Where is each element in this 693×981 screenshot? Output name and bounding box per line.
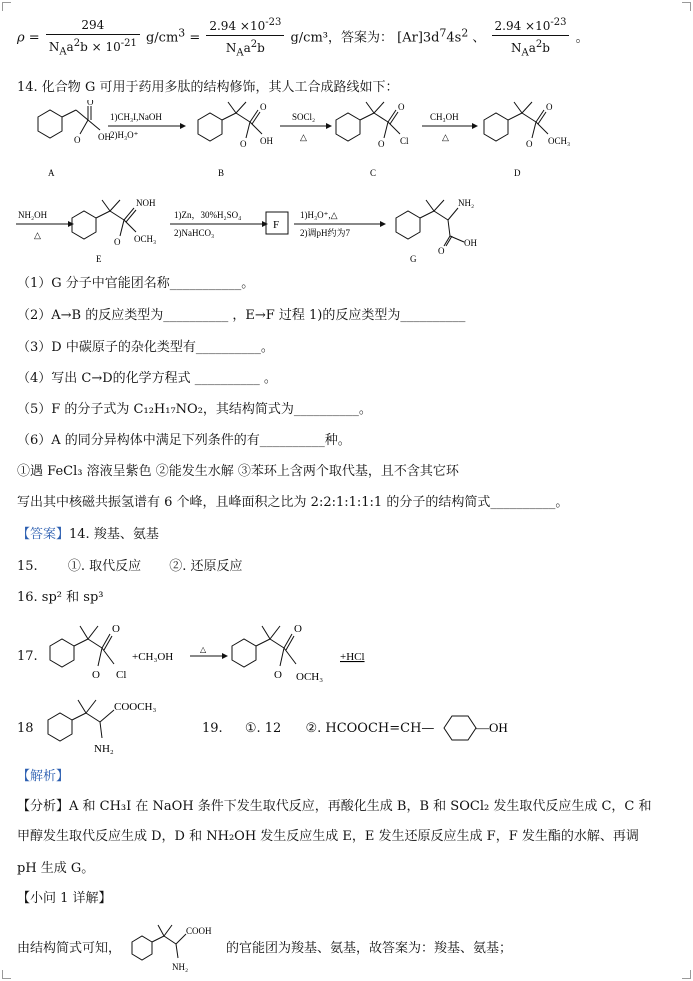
answer-label: g/cm³，答案为： (290, 30, 393, 46)
answer-19 (202, 720, 434, 738)
g-o: O (438, 246, 445, 256)
eq17-och3: OCH₃ (296, 671, 324, 683)
answer-15-part2: ②. 还原反应 (169, 559, 243, 574)
corner-mark-bottom-right (682, 970, 691, 979)
na2-n: N (225, 41, 237, 55)
d-o: O (546, 102, 553, 112)
rho-symbol: ρ = (17, 30, 40, 46)
cond-bc-1: SOCl₂ (292, 112, 316, 122)
sub-question-5: （5）F 的分子式为 C₁₂H₁₇NO₂，其结构简式为__________。 (17, 402, 372, 417)
analysis-tag: 【解析】 (17, 769, 70, 784)
sub-question-6: （6）A 的同分异构体中满足下列条件的有__________种。 (17, 433, 351, 448)
sub-question-1: （1）G 分子中官能团名称___________。 (17, 276, 255, 291)
b-times: b × 10 (80, 39, 121, 54)
eq17-o2: O (92, 669, 100, 681)
q14-title: 14. 化合物 G 可用于药用多肽的结构修饰，其人工合成路线如下： (17, 80, 399, 95)
num-294: 2.94 ×10 (209, 19, 266, 33)
answer-14: 14. 羧基、氨基 (69, 527, 159, 542)
eq17-o1: O (112, 623, 120, 635)
compound-b-benzene (198, 113, 222, 141)
analysis-line-3: pH 生成 G。 (17, 861, 95, 876)
corner-mark-top-left (2, 2, 11, 11)
fraction-1-denominator: $N_Aa^2b \times 10^{-21}$ (48, 37, 137, 57)
a18-cooch3: COOCH₃ (114, 701, 157, 713)
cond-fg-2: 2)调pH约为7 (300, 228, 350, 238)
sub-question-3: （3）D 中碳原子的杂化类型有__________。 (17, 340, 274, 355)
answer-17-num: 17. (17, 649, 38, 664)
fraction-1-numerator: 294 (46, 16, 140, 35)
e-o: O (114, 237, 121, 247)
analysis-line-2: 甲醇发生取代反应生成 D，D 和 NH₂OH 发生反应生成 E，E 发生还原反应生成 F，F 发生酯的水解、再调 (17, 829, 639, 844)
na3-n: N (511, 41, 522, 55)
compound-c-benzene (336, 113, 360, 141)
ar-config: [Ar]3d (397, 30, 440, 46)
fraction-2-numerator (206, 14, 284, 36)
label-d: D (514, 168, 521, 178)
answer-line-14 (17, 526, 159, 544)
analysis-fenxi: 【分析】A 和 CH₃I 在 NaOH 条件下发生取代反应，再酸化生成 B，B 和 SOCl₂ 发生取代反应生成 C，C 和 (17, 799, 652, 814)
a-o2: O (74, 135, 81, 145)
fraction-2 (206, 14, 284, 62)
answer-16: 16. sp² 和 sp³ (17, 590, 104, 605)
b-o: O (260, 102, 267, 112)
a-var: a (66, 39, 74, 54)
equals-sign: = (189, 30, 201, 46)
a2-var: a (243, 41, 251, 55)
b2-var: b (257, 41, 265, 55)
s2: 2 (461, 26, 469, 40)
last-line-post: 的官能团为羧基、氨基，故答案为：羧基、氨基； (226, 941, 513, 956)
answer-18-structure (36, 694, 186, 756)
na2-sub: A (236, 47, 244, 59)
answer-19-phenol-ring (440, 712, 540, 746)
answer-tag: 【答案】 (17, 527, 70, 542)
a-oh: OH (98, 132, 111, 142)
a3-var: a (528, 41, 536, 55)
a18-nh2: NH₂ (94, 743, 114, 755)
eq17-o4: O (274, 669, 282, 681)
eq17-cl: Cl (116, 669, 127, 681)
period: 。 (575, 30, 589, 46)
cond-bc-2: △ (300, 132, 307, 142)
e-och3: OCH₃ (134, 234, 157, 244)
sub-question-2: （2）A→B 的反应类型为__________ ，E→F 过程 1)的反应类型为__________ (17, 308, 466, 323)
density-formula (17, 14, 589, 62)
nmr-line: 写出其中核磁共振氢谱有 6 个峰，且峰面积之比为 2:2:1:1:1:1 的分子的结构简式__________。 (17, 495, 569, 510)
a-o: O (87, 100, 94, 107)
label-a: A (48, 168, 55, 178)
fraction-3 (492, 14, 570, 62)
b-oh: OH (260, 136, 273, 146)
label-g: G (410, 254, 417, 264)
cond-de-2: △ (34, 230, 41, 240)
na3-sub: A (521, 47, 529, 59)
unit-g-cm: g/cm (145, 30, 179, 46)
d-och3: OCH₃ (548, 136, 571, 146)
answer-19-num: 19. (202, 721, 223, 736)
eq17-heat: △ (200, 645, 207, 654)
compound-e-benzene (72, 211, 96, 239)
fraction-3-numerator (492, 14, 570, 36)
g-nh2: NH₂ (458, 198, 475, 208)
a19-oh: —OH (476, 720, 508, 735)
answer-19-part1: ①. 12 (244, 721, 282, 736)
exp-21: -21 (120, 37, 137, 49)
c-cl: Cl (400, 136, 409, 146)
d7: 7 (439, 26, 447, 40)
compound-g-benzene (396, 211, 420, 239)
answer-19-part2: ②. HCOOCH=CH— (305, 721, 435, 736)
na-n: N (48, 39, 60, 54)
fraction-3-denominator: $N_Aa^2b$ (511, 39, 550, 59)
separator: 、 (472, 30, 486, 46)
compound-f-label: F (273, 219, 280, 231)
fraction-2-denominator: $N_Aa^2b$ (225, 39, 265, 59)
cond-ef-1: 1)Zn，30%H₂SO₄ (174, 210, 242, 220)
sub-question-4: （4）写出 C→D的化学方程式 __________ 。 (17, 371, 277, 386)
synthesis-scheme (10, 100, 690, 268)
ar-4s: 4s (446, 30, 462, 46)
eq17-o3: O (294, 623, 302, 635)
e-noh: NOH (136, 198, 156, 208)
num3: 2.94 ×10 (494, 19, 551, 33)
cond-ef-2: 2)NaHCO₃ (174, 228, 215, 238)
cond-fg-1: 1)H₃O⁺,△ (300, 210, 338, 220)
exp3: -23 (550, 17, 567, 28)
last-line-pre: 由结构简式可知， (17, 941, 122, 956)
last-cooh: COOH (186, 926, 212, 936)
d-o2: O (526, 139, 533, 149)
cond-ab-1: 1)CH₃I,NaOH (110, 112, 162, 122)
corner-mark-bottom-left (2, 970, 11, 979)
na-sub: A (59, 45, 67, 57)
fraction-1 (46, 16, 140, 61)
answer-17-equation (38, 618, 398, 690)
xiaowen-1: 【小问 1 详解】 (17, 891, 112, 906)
c-o: O (398, 102, 405, 112)
exp-23: -23 (265, 17, 282, 28)
unit-cube: 3 (178, 26, 186, 40)
compound-d-benzene (484, 113, 508, 141)
answer-15-part1: ①. 取代反应 (67, 559, 142, 574)
eq17-ch3oh: +CH₃OH (132, 651, 174, 663)
cond-de-1: NH₂OH (18, 210, 48, 220)
g-oh: OH (464, 238, 477, 248)
cond-cd-1: CH₃OH (430, 112, 459, 122)
label-c: C (370, 168, 377, 178)
answer-18-num: 18 (17, 721, 34, 736)
answer-line-15 (17, 558, 243, 576)
b-o2: O (240, 139, 247, 149)
corner-mark-top-right (682, 2, 691, 11)
c-o2: O (378, 139, 385, 149)
answer-15-num: 15. (17, 559, 38, 574)
compound-a-benzene (38, 110, 62, 138)
label-b: B (218, 168, 225, 178)
cond-ab-2: 2)H₃O⁺ (110, 130, 139, 140)
last-line-structure (124, 920, 224, 972)
last-nh2: NH₂ (172, 962, 189, 972)
label-e: E (96, 254, 102, 264)
b3-var: b (542, 41, 550, 55)
conditions-line: ①遇 FeCl₃ 溶液呈紫色 ②能发生水解 ③苯环上含两个取代基，且不含其它环 (17, 464, 459, 479)
eq17-hcl: +HCl (340, 651, 365, 663)
cond-cd-2: △ (442, 132, 449, 142)
